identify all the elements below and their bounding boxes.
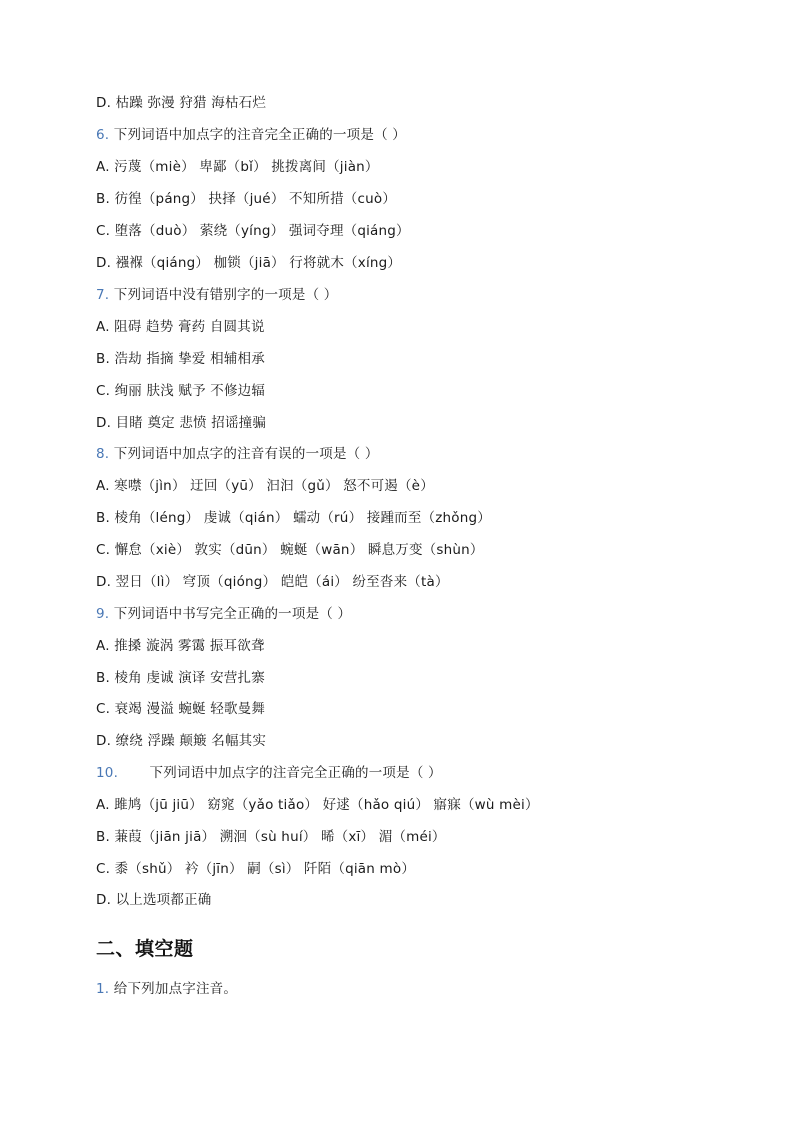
option-5-d: D. 枯躁 弥漫 狩猎 海枯石烂 [96, 95, 267, 111]
question-text: 下列词语中加点字的注音完全正确的一项是（ ） [113, 127, 406, 143]
question-text: 下列词语中书写完全正确的一项是（ ） [113, 606, 352, 622]
option-6-c: C. 堕落（duò） 萦绕（yíng） 强词夺理（qiáng） [96, 223, 410, 239]
option-9-a: A. 推搡 漩涡 雾霭 振耳欲聋 [96, 638, 265, 654]
option-10-c: C. 黍（shǔ） 衿（jīn） 嗣（sì） 阡陌（qiān mò） [96, 861, 416, 877]
option-8-c: C. 懈怠（xiè） 敦实（dūn） 蜿蜒（wān） 瞬息万变（shùn） [96, 542, 484, 558]
question-8 [96, 445, 379, 463]
option-9-d: D. 缭绕 浮躁 颠簸 名幅其实 [96, 733, 267, 749]
question-7 [96, 286, 337, 304]
question-number: 6. [96, 127, 110, 143]
question-6 [96, 126, 406, 144]
question-text: 给下列加点字注音。 [113, 981, 238, 997]
question-9 [96, 605, 351, 623]
question-number: 10. [96, 765, 119, 781]
option-7-a: A. 阻碍 趋势 膏药 自圆其说 [96, 319, 265, 335]
option-7-b: B. 浩劫 指摘 挚爱 相辅相承 [96, 351, 265, 367]
option-7-c: C. 绚丽 肤浅 赋予 不修边辐 [96, 383, 266, 399]
question-number: 9. [96, 606, 110, 622]
option-6-b: B. 彷徨（páng） 抉择（jué） 不知所措（cuò） [96, 191, 397, 207]
question-number: 1. [96, 981, 110, 997]
option-8-a: A. 寒噤（jìn） 迂回（yū） 汩汩（gǔ） 怒不可遏（è） [96, 478, 434, 494]
question-text: 下列词语中加点字的注音有误的一项是（ ） [113, 446, 379, 462]
option-6-a: A. 污蔑（miè） 卑鄙（bǐ） 挑拨离间（jiàn） [96, 159, 379, 175]
question-number: 8. [96, 446, 110, 462]
option-8-d: D. 翌日（lì） 穹顶（qióng） 皑皑（ái） 纷至沓来（tà） [96, 574, 449, 590]
question-10 [96, 764, 442, 782]
option-8-b: B. 棱角（léng） 虔诚（qián） 蠕动（rú） 接踵而至（zhǒng） [96, 510, 491, 526]
question-text: 下列词语中加点字的注音完全正确的一项是（ ） [149, 765, 442, 781]
option-10-a: A. 雎鸠（jū jiū） 窈窕（yǎo tiǎo） 好逑（hǎo qiú） 寤寐（wù mèi） [96, 797, 539, 813]
option-10-b: B. 蒹葭（jiān jiā） 溯洄（sù huí） 晞（xī） 湄（méi） [96, 829, 446, 845]
option-10-d: D. 以上选项都正确 [96, 892, 212, 908]
question-number: 7. [96, 287, 110, 303]
option-9-b: B. 棱角 虔诚 演译 安营扎寨 [96, 670, 265, 686]
question-text: 下列词语中没有错别字的一项是（ ） [113, 287, 338, 303]
option-9-c: C. 衰竭 漫溢 蜿蜒 轻歌曼舞 [96, 701, 266, 717]
fill-question-1 [96, 980, 237, 998]
option-6-d: D. 襁褓（qiáng） 枷锁（jiā） 行将就木（xíng） [96, 255, 402, 271]
section-heading: 二、填空题 [96, 938, 194, 960]
option-7-d: D. 目睹 奠定 悲愤 招谣撞骗 [96, 415, 267, 431]
